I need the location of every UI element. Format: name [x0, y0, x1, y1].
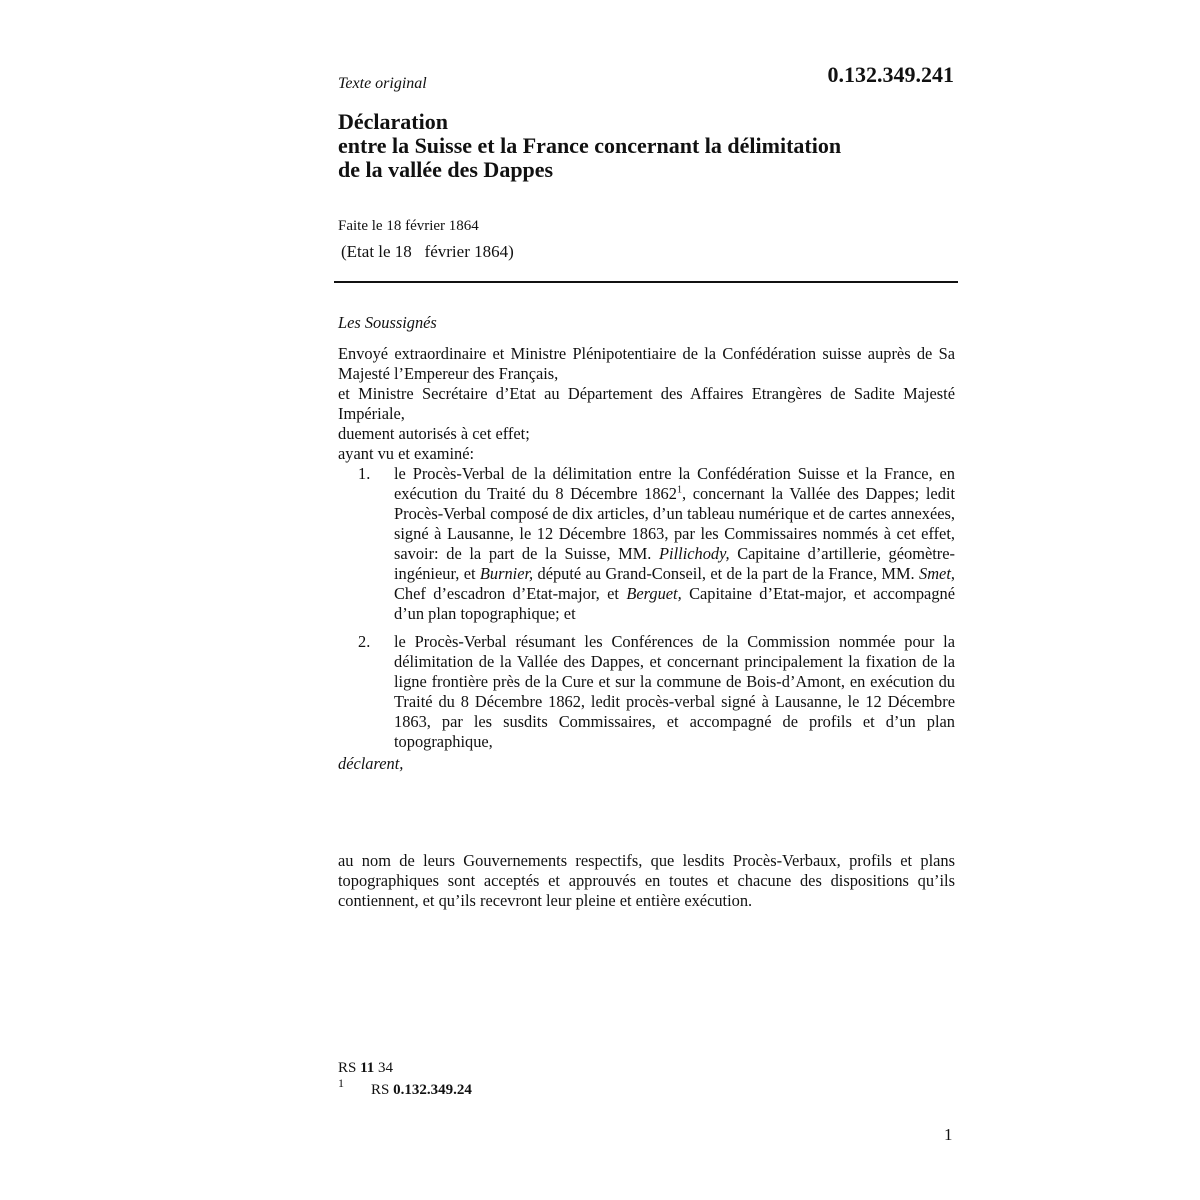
text-original-label: Texte original	[338, 75, 427, 92]
footnote-rs: RS 11 34	[338, 1060, 394, 1076]
list-text-2: le Procès-Verbal résumant les Conférences de la Commission nommée pour la délimitation de la Vallée des Dappes, et concernant principalement la fixation de la ligne frontière près de la Cure et sur la commune de Bois-d’Amont, en exécution du Traité du 8 Décembre 1862, ledit procès-verbal signé à Lausanne, le 12 Décembre 1863, par les susdits Commissaires, et accompagné de profils et d’un plan topographique,	[394, 632, 955, 751]
list-text-1: le Procès-Verbal de la délimitation entre la Confédération Suisse et la France, en exécution du Traité du 8 Décembre 1862$^1$, concernant la Vallée des Dappes; ledit Procès-Verbal composé de dix articles, d’un tableau numérique et de cartes annexées, signé à Lausanne, le 12 Décembre 1863, par les Commissaires nommés à cet effet, savoir: de la part de la Suisse, MM. Pillichody, Capitaine d’artillerie, géomètre-ingénieur, et Burnier, député au Grand-Conseil, et de la part de la France, MM. Smet, Chef d’escadron d’Etat-major, et Berguet, Capitaine d’Etat-major, et accompagné d’un plan topographique; et	[394, 464, 955, 623]
paragraph-ministre: et Ministre Secrétaire d’Etat au Département des Affaires Etrangères de Sadite Majesté Impériale,	[338, 384, 955, 423]
footnote-ref-1[interactable]: 1	[676, 484, 682, 496]
list-number-1: 1.	[358, 464, 371, 483]
page-number: 1	[944, 1125, 953, 1144]
footnote-1: RS 0.132.349.24	[371, 1082, 472, 1098]
paragraph-envoye: Envoyé extraordinaire et Ministre Plénipotentiaire de la Confédération suisse auprès de Sa Majesté l’Empereur des Français,	[338, 344, 955, 383]
declarent: déclarent,	[338, 754, 404, 773]
document-title	[338, 110, 958, 182]
final-paragraph: au nom de leurs Gouvernements respectifs, que lesdits Procès-Verbaux, profils et plans topographiques sont acceptés et approuvés en toutes et chacune des dispositions qu’ils contiennent, et qu’ils recevront leur pleine et entière exécution.	[338, 851, 955, 910]
list-item-1	[338, 464, 955, 624]
name-pillichody: Pillichody,	[659, 544, 730, 563]
name-smet: Smet	[919, 564, 951, 583]
sr-number: 0.132.349.241	[827, 62, 954, 87]
paragraph-ayant-vu: ayant vu et examiné:	[338, 444, 475, 463]
title-line-1: Déclaration	[338, 109, 448, 134]
header-rule	[334, 281, 958, 283]
main-body	[338, 313, 955, 774]
name-burnier: Burnier,	[479, 564, 534, 583]
date-made: Faite le 18 février 1864	[338, 218, 479, 234]
state-date: (Etat le 18 février 1864)	[341, 242, 514, 261]
paragraph-autorises: duement autorisés à cet effet;	[338, 424, 530, 443]
title-line-3: de la vallée des Dappes	[338, 157, 554, 182]
name-berguet: Berguet,	[626, 584, 682, 603]
footnote-1-number: 1	[338, 1076, 344, 1090]
title-line-2: entre la Suisse et la France concernant la délimitation	[338, 133, 842, 158]
list-number-2: 2.	[358, 632, 371, 651]
soussignes: Les Soussignés	[338, 313, 437, 332]
list-item-2	[338, 632, 955, 752]
